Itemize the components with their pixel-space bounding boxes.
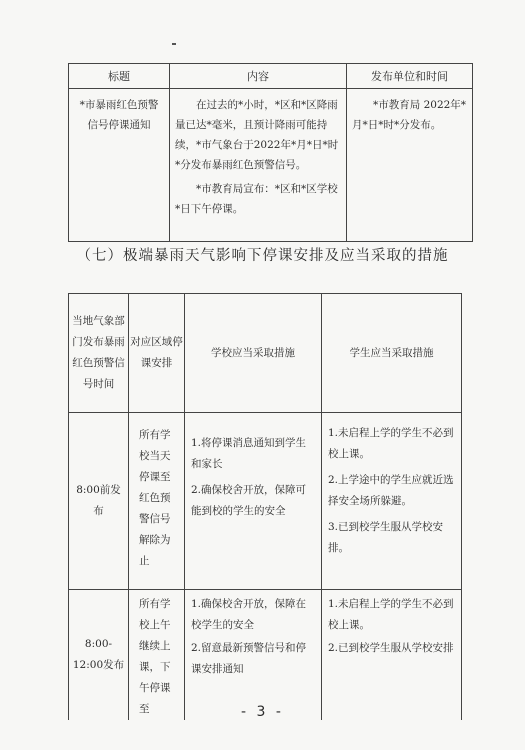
notice-table-row — [69, 89, 473, 242]
measures-row-1 — [69, 413, 462, 590]
row2-student-item-1: 1.未启程上学的学生不必到校上课。 — [328, 598, 454, 631]
header-school-measures: 学校应当采取措施 — [185, 294, 322, 413]
row2-school-measures — [185, 590, 322, 721]
measures-table-header-row — [69, 294, 462, 413]
row1-student-item-2: 2.上学途中的学生应就近选择安全场所躲避。 — [328, 474, 454, 507]
row2-student-measures — [322, 590, 462, 721]
scan-mark — [172, 43, 176, 45]
row1-student-measures — [322, 413, 462, 590]
measures-row-2 — [69, 590, 462, 721]
notice-content-paragraph-2: *市教育局宣布：*区和*区学校*日下午停课。 — [175, 183, 338, 215]
row2-student-item-2: 2.已到校学生服从学校安排 — [328, 642, 454, 654]
row1-school-item-2: 2.确保校舍开放，保障可能到校的学生的安全 — [191, 484, 307, 517]
notice-table-header-row — [69, 64, 473, 89]
header-content: 内容 — [170, 64, 347, 89]
row1-time: 8:00前发布 — [69, 413, 129, 590]
notice-content-cell — [170, 89, 347, 242]
header-area-arrangement: 对应区域停课安排 — [129, 294, 185, 413]
header-publisher: 发布单位和时间 — [347, 64, 473, 89]
notice-table — [68, 63, 473, 242]
row1-student-item-3: 3.已到校学生服从学校安排。 — [328, 521, 444, 554]
row1-area: 所有学校当天停课至红色预警信号解除为止 — [129, 413, 185, 590]
row2-area: 所有学校上午继续上课，下午停课至 — [129, 590, 185, 721]
notice-publisher-cell — [347, 89, 473, 242]
header-title: 标题 — [69, 64, 170, 89]
measures-table — [68, 293, 462, 720]
notice-content-paragraph-1: 在过去的*小时，*区和*区降雨量已达*毫米，且预计降雨可能持续，*市气象台于2022年*月*日*时*分发布暴雨红色预警信号。 — [175, 99, 339, 171]
row2-school-item-1: 1.确保校舍开放，保障在校学生的安全 — [191, 598, 307, 631]
notice-title-cell: *市暴雨红色预警信号停课通知 — [69, 89, 170, 242]
row2-school-item-2: 2.留意最新预警信号和停课安排通知 — [191, 642, 307, 675]
header-warning-time: 当地气象部门发布暴雨红色预警信号时间 — [69, 294, 129, 413]
row1-school-measures — [185, 413, 322, 590]
page-number: - 3 - — [241, 704, 284, 720]
row1-school-item-1: 1.将停课消息通知到学生和家长 — [191, 437, 307, 470]
header-student-measures: 学生应当采取措施 — [322, 294, 462, 413]
row2-time: 8:00-12:00发布 — [69, 590, 129, 721]
section-heading: （七）极端暴雨天气影响下停课安排及应当采取的措施 — [76, 248, 449, 264]
row1-student-item-1: 1.未启程上学的学生不必到校上课。 — [328, 427, 454, 460]
notice-publisher-text: *市教育局 2022年*月*日*时*分发布。 — [352, 99, 467, 131]
